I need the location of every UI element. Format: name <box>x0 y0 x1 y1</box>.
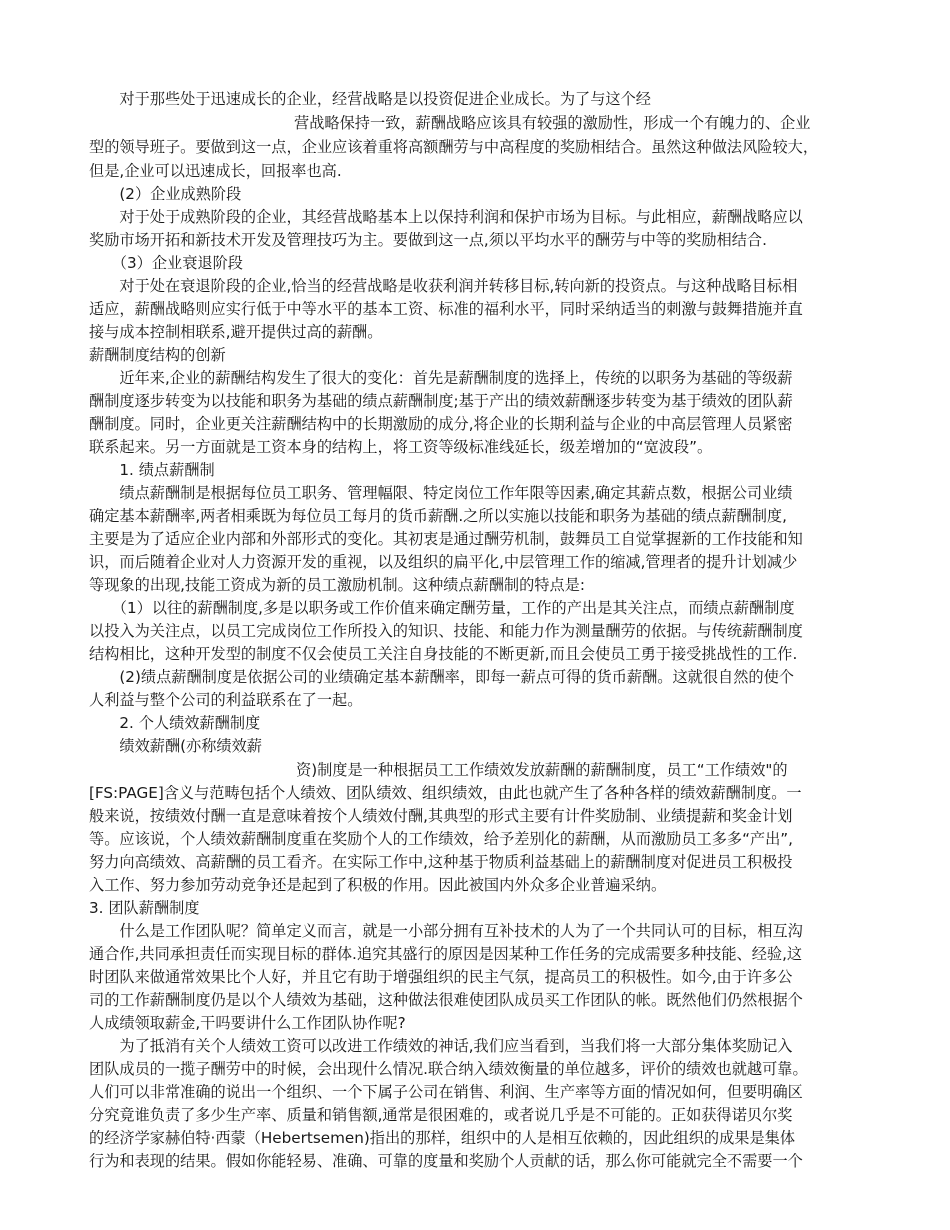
text-line: 主要是为了适应企业内部和外部形式的变化。其初衷是通过酬劳机制，鼓舞员工自觉掌握新的工作技能和知 <box>89 530 803 548</box>
text-line: [FS:PAGE]含义与范畴包括个人绩效、团队绩效、组织绩效，由此也就产生了各种各样的绩效薪酬制度。一 <box>89 784 802 802</box>
text-line: 行为和表现的结果。假如你能轻易、准确、可靠的度量和奖励个人贡献的话，那么你可能就完全不需要一个 <box>89 1152 803 1170</box>
section-heading: 薪酬制度结构的创新 <box>89 346 226 364</box>
text-line: 型的领导班子。要做到这一点，企业应该着重将高额酬劳与中高程度的奖励相结合。虽然这种做法风险较大， <box>89 138 818 156</box>
section-heading: 3. 团队薪酬制度 <box>89 899 200 917</box>
text-line: 团队成员的一揽子酬劳中的时候，会出现什么情况.联合纳入绩效衡量的单位越多，评价的绩效也就越可靠。 <box>89 1060 808 1078</box>
text-line: 但是,企业可以迅速成长，回报率也高. <box>89 162 342 180</box>
text-line: 适应，薪酬战略则应实行低于中等水平的基本工资、标准的福利水平，同时采纳适当的刺激与鼓舞措施并直 <box>89 300 803 318</box>
text-line: 资)制度是一种根据员工工作绩效发放薪酬的薪酬制度，员工“工作绩效"的 <box>296 761 788 779</box>
text-line: (2)绩点薪酬制度是依据公司的业绩确定基本薪酬率，即每一薪点可得的货币薪酬。这就很自然的使个 <box>89 668 794 686</box>
text-line: 般来说，按绩效付酬一直是意味着按个人绩效付酬,其典型的形式主要有计件奖励制、业绩提薪和奖金计划 <box>89 807 793 825</box>
text-line: 酬制度逐步转变为以技能和职务为基础的绩点薪酬制度;基于产出的绩效薪酬逐步转变为基于绩效的团队薪 <box>89 392 793 410</box>
text-line: 人们可以非常准确的说出一个组织、一个下属子公司在销售、利润、生产率等方面的情况如何，但要明确区 <box>89 1083 803 1101</box>
text-line: 为了抵消有关个人绩效工资可以改进工作绩效的神话,我们应当看到，当我们将一大部分集体奖励记入 <box>89 1037 793 1055</box>
text-line: 奖励市场开拓和新技术开发及管理技巧为主。要做到这一点,须以平均水平的酬劳与中等的奖励相结合. <box>89 231 767 249</box>
text-line: 的经济学家赫伯特·西蒙（Hebertsemen)指出的那样，组织中的人是相互依赖的，因此组织的成果是集体 <box>89 1129 796 1147</box>
text-line: 近年来,企业的薪酬结构发生了很大的变化：首先是薪酬制度的选择上，传统的以职务为基础的等级薪 <box>89 369 793 387</box>
section-heading: (2）企业成熟阶段 <box>89 185 242 203</box>
text-line: 绩效薪酬(亦称绩效薪 <box>89 737 262 755</box>
text-line: 人利益与整个公司的利益联系在了一起。 <box>89 691 363 709</box>
text-line: 确定基本薪酬率,两者相乘既为每位员工每月的货币薪酬.之所以实施以技能和职务为基础的绩点薪酬制度, <box>89 507 787 525</box>
text-line: 结构相比，这种开发型的制度不仅会使员工关注自身技能的不断更新,而且会使员工勇于接受挑战性的工作. <box>89 645 798 663</box>
text-line: 通合作,共同承担责任而实现目标的群体.追究其盛行的原因是因某种工作任务的完成需要多种技能、经验,这 <box>89 945 803 963</box>
text-line: 司的工作薪酬制度仍是以个人绩效为基础，这种做法很难使团队成员买工作团队的帐。既然他们仍然根据个 <box>89 991 803 1009</box>
text-line: 营战略保持一致，薪酬战略应该具有较强的激励性，形成一个有魄力的、企业 <box>294 114 811 132</box>
section-heading: （3）企业衰退阶段 <box>89 254 243 272</box>
text-line: 对于处于成熟阶段的企业，其经营战略基本上以保持利润和保护市场为目标。与此相应，薪酬战略应以 <box>89 208 803 226</box>
text-line: 对于那些处于迅速成长的企业，经营战略是以投资促进企业成长。为了与这个经 <box>89 90 651 108</box>
text-line: 入工作、努力参加劳动竞争还是起到了积极的作用。因此被国内外众多企业普遍采纳。 <box>89 876 667 894</box>
text-line: 接与成本控制相联系,避开提供过高的薪酬。 <box>89 323 383 341</box>
text-line: （1）以往的薪酬制度,多是以职务或工作价值来确定酬劳量，工作的产出是其关注点，而绩点薪酬制度 <box>89 599 795 617</box>
section-heading: 1. 绩点薪酬制 <box>89 461 215 479</box>
text-line: 绩点薪酬制是根据每位员工职务、管理幅限、特定岗位工作年限等因素,确定其薪点数，根据公司业绩 <box>89 484 793 502</box>
text-line: 分究竟谁负责了多少生产率、质量和销售额,通常是很困难的，或者说几乎是不可能的。正如获得诺贝尔奖 <box>89 1106 793 1124</box>
text-line: 努力向高绩效、高薪酬的员工看齐。在实际工作中,这种基于物质利益基础上的薪酬制度对促进员工积极投 <box>89 853 793 871</box>
text-line: 识，而后随着企业对人力资源开发的重视，以及组织的扁平化,中层管理工作的缩减,管理者的提升计划减少 <box>89 553 798 571</box>
text-line: 时团队来做通常效果比个人好，并且它有助于增强组织的民主气氛，提高员工的积极性。如今,由于许多公 <box>89 968 793 986</box>
text-line: 以投入为关注点，以员工完成岗位工作所投入的知识、技能、和能力作为测量酬劳的依据。与传统薪酬制度 <box>89 622 803 640</box>
text-line: 等。应该说，个人绩效薪酬制度重在奖励个人的工作绩效，给予差别化的薪酬，从而激励员工多多“产出”, <box>89 830 794 848</box>
text-line: 什么是工作团队呢？简单定义而言，就是一小部分拥有互补技术的人为了一个共同认可的目标，相互沟 <box>89 922 803 940</box>
section-heading: 2. 个人绩效薪酬制度 <box>89 714 261 732</box>
text-line: 人成绩领取薪金,干吗要讲什么工作团队协作呢? <box>89 1014 406 1032</box>
text-line: 对于处在衰退阶段的企业,恰当的经营战略是收获利润并转移目标,转向新的投资点。与这种战略目标相 <box>89 277 798 295</box>
text-line: 酬制度。同时，企业更关注薪酬结构中的长期激励的成分,将企业的长期利益与企业的中高层管理人员紧密 <box>89 415 793 433</box>
text-line: 等现象的出现,技能工资成为新的员工激励机制。这种绩点薪酬制的特点是: <box>89 576 585 594</box>
text-line: 联系起来。另一方面就是工资本身的结构上，将工资等级标准线延长，级差增加的“宽波段”。 <box>89 438 713 456</box>
